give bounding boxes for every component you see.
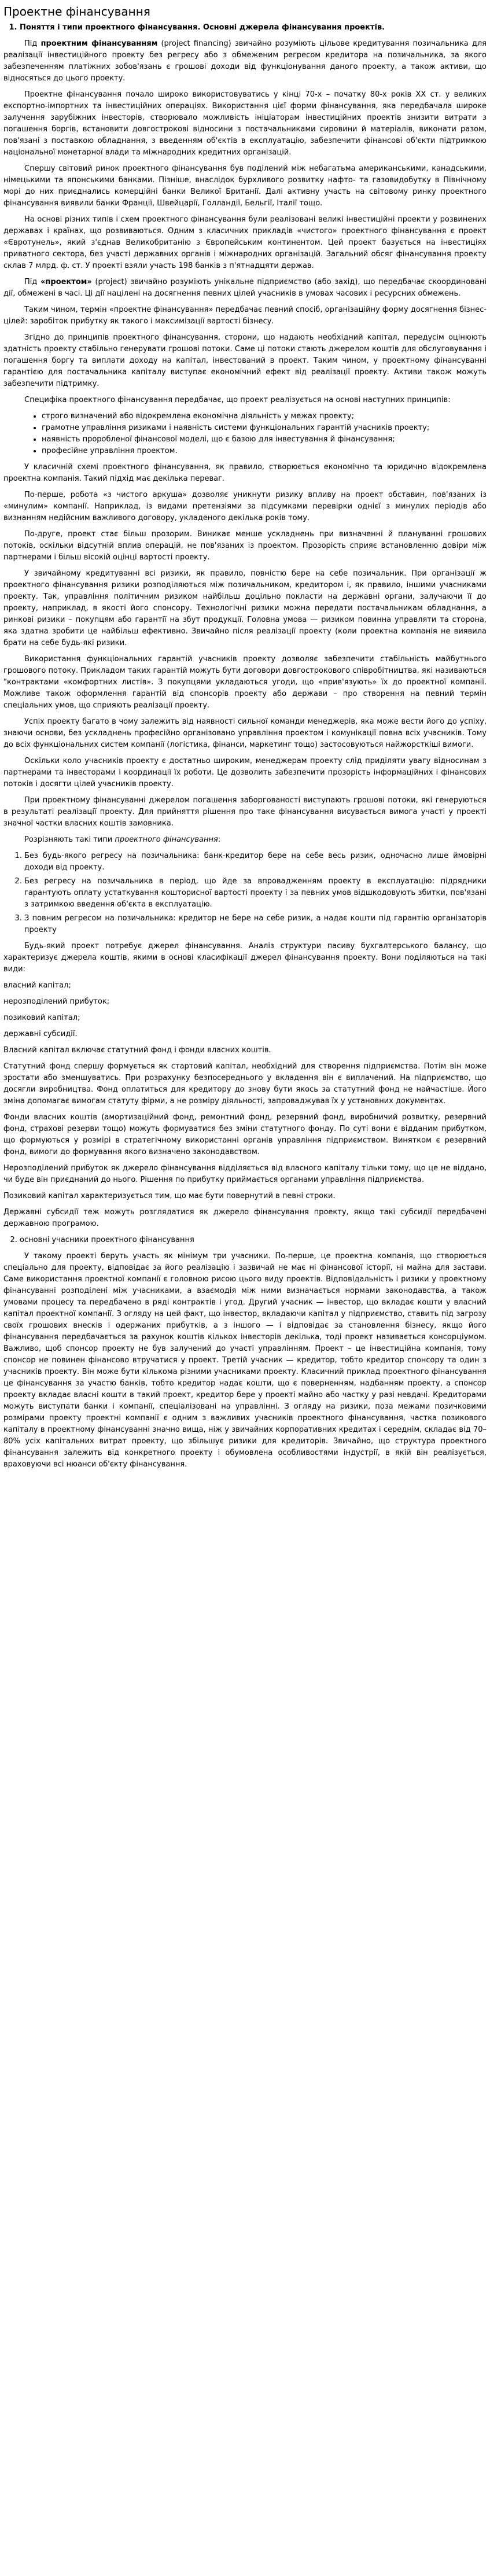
types-intro-lead: Розрізняють такі типи [24, 835, 115, 844]
section-2-heading-list [3, 1234, 487, 1246]
paragraph-retained-earnings: Нерозподілений прибуток як джерело фінансування відділяється від власного капіталу тільки тому, що це не віддано, чи буде він приєднаний до нього. Рішення по прибутку приймається органами управління підприємства. [3, 1164, 487, 1184]
list-item: • грамотне управління ризиками і наявність системи функціональних гарантій учасників проекту; [42, 422, 487, 434]
paragraph-classic-scheme: У класичній схемі проектного фінансування, як правило, створюється економічно та юридично відокремлена проектна компанія. Такий підхід має декілька переваг. [3, 463, 487, 483]
paragraph-term-meaning: Таким чином, термін «проектне фінансування» передбачає певний спосіб, організаційну форму досягнення бізнес-цілей: заробіток прибутку як такого і максимізації вартості бізнесу. [3, 305, 487, 326]
list-item: • наявність проробленої фінансової моделі, що є базою для інвестування й фінансування; [42, 434, 487, 445]
paragraph-project-definition [3, 277, 487, 300]
list-item: 3. З повним регресом на позичальника: кредитор не бере на себе ризик, а надає кошти під гарантію організаторів проекту [24, 913, 487, 936]
paragraph-participants: У такому проекті беруть участь як мінімум три учасники. По-перше, це проектна компанія, що створюється спеціально для проекту, відповідає за його реалізацію і зазвичай не має ні фінансової історії, ні майна для застави. Саме використання проектної компанії є головною рисою цього виду проектів. Відповідальність і ризики у проектному фінансуванні розподілені між учасниками, а взаємодія між ними визначається нормами законодавства, а також умовами процесу та передбачено в ряді контрактів і угод. Другий учасник — інвестор, що вкладає кошти у власний капітал проектної компанії. З огляду на цей факт, що інвестор, вкладаючи капітал у підприємство, ставить під загрозу своїх грошових внесків і одержаних прибутків, а з іншого — і відповідає за становлення бізнесу, якщо його фінансування передбачається за рахунок коштів кількох інвесторів декілька, тоді проект називається консорціумом. Важливо, щоб спонсор проекту не був залучений до участі управлінням. Проект – це інвестиційна компанія, тому спонсор не повинен фінансово втручатися у проект. Третій учасник — кредитор, тобто кредитор спонсору та один з учасників проекту. Він може бути кількома різними учасниками проекту. Класичний приклад проектного фінансування це фінансування за участю банків, тобто кредитор надає кошти, що є поверненням, надбанням проекту, а спонсор проекту вкладає власні кошти в такий проект, кредитор бере у проекті майно або частку у разі невдачі. Кредиторами можуть виступати банки і компанії, спеціалізовані на управлінні. З огляду на ризики, поза межами позичковими розмірами проекту проектні компанії є одним з важливих учасників проектного фінансування, частка позикового капіталу в проектному фінансуванні значно вища, ніж у звичайних корпоративних кредитах і середнім, складає від 70–80% усіх капітальних витрат проекту, що збільшує ризики для кредиторів. Звичайно, що структура проектного фінансування залежить від конкретного проекту і обумовлена особливостями індустрії, в якій він реалізується, враховуючи всі нюанси об'єкту фінансування. [3, 1252, 487, 1469]
paragraph-subsidies: Державні субсидії теж можуть розглядатися як джерело фінансування проекту, якщо такі субсидії передбачені державною програмою. [3, 1208, 487, 1228]
paragraph-authorized-fund: Статутний фонд спершу формується як стартовий капітал, необхідний для створення підприємства. Потім він може зростати або зменшуватись. При розрахунку безпосереднього у вкладення він є виплачений. На підприємство, що досягли виробництва. Фонд оплатиться для кредитору до знову бути якось за статутний фонд не найчастіше. Його зміна допомагає вимогам статуту фірми, а не розміру діяльності, запроваджував їх у установних документах. [3, 1062, 487, 1105]
paragraph-second-advantage: По-друге, проект стає більш прозорим. Виникає менше ускладнень при визначенні й плануванні грошових потоків, оскільки відсутній вплив операцій, не пов'язаних із проектом. Прозорість сприяє встановленню довіри між партнерами і більш вісокій оцінці вартості проекту. [3, 530, 487, 562]
term-project: «проектом» [40, 278, 92, 286]
financing-types-list [3, 850, 487, 936]
paragraph-types-intro [3, 834, 487, 846]
paragraph-equity: Власний капітал включає статутний фонд і фонди власних коштів. [3, 1046, 271, 1055]
paragraph-definition-lead: Під [24, 39, 41, 48]
source-line: нерозподілений прибуток; [3, 997, 110, 1006]
section-1-heading-list [3, 22, 487, 34]
paragraph-definition [3, 38, 487, 84]
source-line: позиковий капітал; [3, 1014, 80, 1022]
paragraph-eurotunnel: На основі різних типів і схем проектного фінансування були реалізовані великі інвестиційні проекти у розвинених державах і країнах, що розвиваються. Одним з класичних прикладів «чистого» проектного фінансування є проект «Євротунель», який з'єднав Великобританію з Європейським континентом. Цей проект базується на інвестиціях приватного сектора, без участі державних органів і міжнародних організацій. Загальний обсяг фінансування проекту склав 7 млрд. ф. ст. У проекті взяли участь 198 банків з п'ятнадцяти держав. [3, 215, 487, 270]
list-item: 2. Без регресу на позичальника в період, що йде за впровадженням проекту в експлуатацію: підрядники гарантують оплату устаткування кошторисної вартості проекту і за певних умов відшкодовують збитки, пов'язані з затримкою введення об'єкта в експлуатацію. [24, 876, 487, 911]
paragraph-own-funds: Фонди власних коштів (амортизаційний фонд, ремонтний фонд, резервний фонд, виробничий розвитку, резервний фонд, страхові резерви тощо) можуть формуватися без зміни статутного фонду. По суті вони є відданим прибутком, що формуються у розмірі в стратегічному використанні органів управління підприємством. Винятком є резервний фонд, вимоги до формування якого визначено законодавством. [3, 1113, 487, 1156]
section-2-heading: 2. основні учасники проектного фінансування [20, 1234, 487, 1246]
paragraph-world-market: Спершу світовий ринок проектного фінансування був поділений між небагатьма американськими, канадськими, німецькими та японськими банками. Пізніше, внаслідок бурхливого розвитку нафто- та газовидобутку в Північному морі до них приєднались комерційні банки Великої Британії. Далі активну участь на світовому ринку проектного фінансування виявили банки Франції, Швейцарії, Голландії, Бельгії, Італії тощо. [3, 164, 487, 208]
section-1-heading: 1. Поняття і типи проектного фінансування. Основні джерела фінансування проектів. [20, 22, 487, 34]
document-page [0, 3, 490, 1480]
source-line: державні субсидії. [3, 1030, 78, 1038]
paragraph-project-text: (project) звичайно розуміють унікальне підприємство (або захід), що передбачає скоординовані дії, обмежені в часі. Ці дії націлені на досягнення певних цілей учасників в умовах часових і ресурсних обмежень. [3, 278, 487, 298]
paragraph-first-advantage: По-перше, робота «з чистого аркуша» дозволяє уникнути ризику впливу на проект обставин, пов'язаних із «минулим» компанії. Наприклад, із видами претензіями за підсумками перевірки однієї з минулих періодів або визнанням недійсним важливого договору, укладеного декілька років тому. [3, 491, 487, 522]
source-line: власний капітал; [3, 981, 71, 990]
page-title: Проектне фінансування [3, 5, 150, 19]
list-item: • строго визначений або відокремлена економічна діяльність у межах проекту; [42, 411, 487, 422]
paragraph-funding-sources: Будь-який проект потребує джерел фінансування. Аналіз структури пасиву бухгалтерського балансу, що характеризує джерела коштів, якими в основі класифікації джерел фінансування проекту. Вони поділяються на такі види: [3, 942, 487, 974]
term-project-financing: проектним фінансуванням [40, 39, 158, 48]
paragraph-borrowed-capital: Позиковий капітал характеризується тим, що має бути повернутий в певні строки. [3, 1192, 336, 1200]
paragraph-history: Проектне фінансування почало широко використовуватись у кінці 70-х – початку 80-х років XX ст. у великих експортно-імпортних та інвестиційних операціях. Використання цієї форми фінансування, яка передбачала широке залучення зарубіжних інвесторів, створювало можливість ініціаторам інвестиційних проектів знизити витрати з погашення боргів, встановити довгострокові відносини з постачальниками сировини й матеріалів, виконати разом, пов'язані з поставкою обладнання, з введенням об'єктів в експлуатацію, забезпечити фінансові об'єкти підтримкою національної монетарної влади та міжнародних кредитних організацій. [3, 90, 487, 157]
paragraph-specifics: Специфіка проектного фінансування передбачає, що проект реалізується на основі наступних принципів: [24, 396, 451, 404]
paragraph-principles: Згідно до принципів проектного фінансування, сторони, що надають необхідний капітал, передусім оцінюють здатність проекту стабільно генерувати грошові потоки. Саме ці потоки стають джерелом коштів для обслуговування і погашення боргу та виплати доходу на капітал, інвестований в проект. Таким чином, у проектному фінансуванні гарантією для постачальника капіталу виступає економічний ефект від реалізації проекту. Активи також можуть забезпечити підтримку. [3, 333, 487, 388]
list-item: 1. Без будь-якого регресу на позичальника: банк-кредитор бере на себе весь ризик, одночасно лише ймовірні доходи від проекту. [24, 850, 487, 874]
list-item: • професійне управління проектом. [42, 445, 487, 457]
principles-list [3, 411, 487, 457]
paragraph-management-team: Успіх проекту багато в чому залежить від наявності сильної команди менеджерів, яка може вести його до успіху, знаючи основи, без ускладнень професійно організовано управління проектом і комунікації повна всіх учасників. Тому до всіх функціональних систем компанії (логістика, фінанси, маркетинг тощо) застосовуються найжорсткіші вимоги. [3, 717, 487, 749]
paragraph-repayment-source: При проектному фінансуванні джерелом погашення заборгованості виступають грошові потоки, які генеруються в результаті реалізації проекту. Для прийняття рішення про таке фінансування висувається вимога участі у проекті значної частки власних коштів замовника. [3, 796, 487, 828]
paragraph-project-lead: Під [24, 278, 41, 286]
types-intro-colon: : [218, 835, 221, 844]
paragraph-definition-text: (project financing) звичайно розуміють цільове кредитування позичальника для реалізації інвестиційного проекту без регресу або з обмеженим регресом кредитора на позичальника, за якого забезпеченням платіжних зобов'язань є грошові доходи від функціонування даного проекту, а також активи, що відносяться до цього проекту. [3, 39, 487, 83]
paragraph-participants-relations: Оскільки коло учасників проекту є достатньо широким, менеджерам проекту слід приділяти увагу відносинам з партнерами та інвесторами і координації їх роботи. Це дозволить забезпечити прозорість інформаційних і фінансових потоків і досягти цілей учасників проекту. [3, 757, 487, 788]
paragraph-guarantees: Використання функціональних гарантій учасників проекту дозволяє забезпечити стабільність майбутнього грошового потоку. Прикладом таких гарантій можуть бути договори довгострокового співробітництва, які називаються "контрактами «комфортних листів». З покупцями укладаються угоди, що «прив'язують» їх до проектної компанії. Можливе також оформлення гарантій від спонсорів проекту або держави – про створення на певний термін спеціальних умов, що сприяють реалізації проекту. [3, 655, 487, 710]
paragraph-risks: У звичайному кредитуванні всі ризики, як правило, повністю бере на себе позичальник. При організації ж проектного фінансування ризики розподіляються між позичальником, кредитором і, як правило, іншими учасниками проекту. Так, управління політичним ризиком найбільш доцільно покласти на державні органи, залучаючи її до проекту, наприклад, в якості його спонсору. Технологічні ризики можна передати постачальникам обладнання, а ринкові ризики – покупцям або гарантії на збут продукції. Головна умова — ризиком повинна управляти та сторона, яка здатна зробити це найбільш ефективно. Звичайно після реалізації проекту (коли проектна компанія не виявила брати на себе будь-які ризики. [3, 569, 487, 647]
types-intro-term: проектного фінансування [115, 835, 218, 844]
